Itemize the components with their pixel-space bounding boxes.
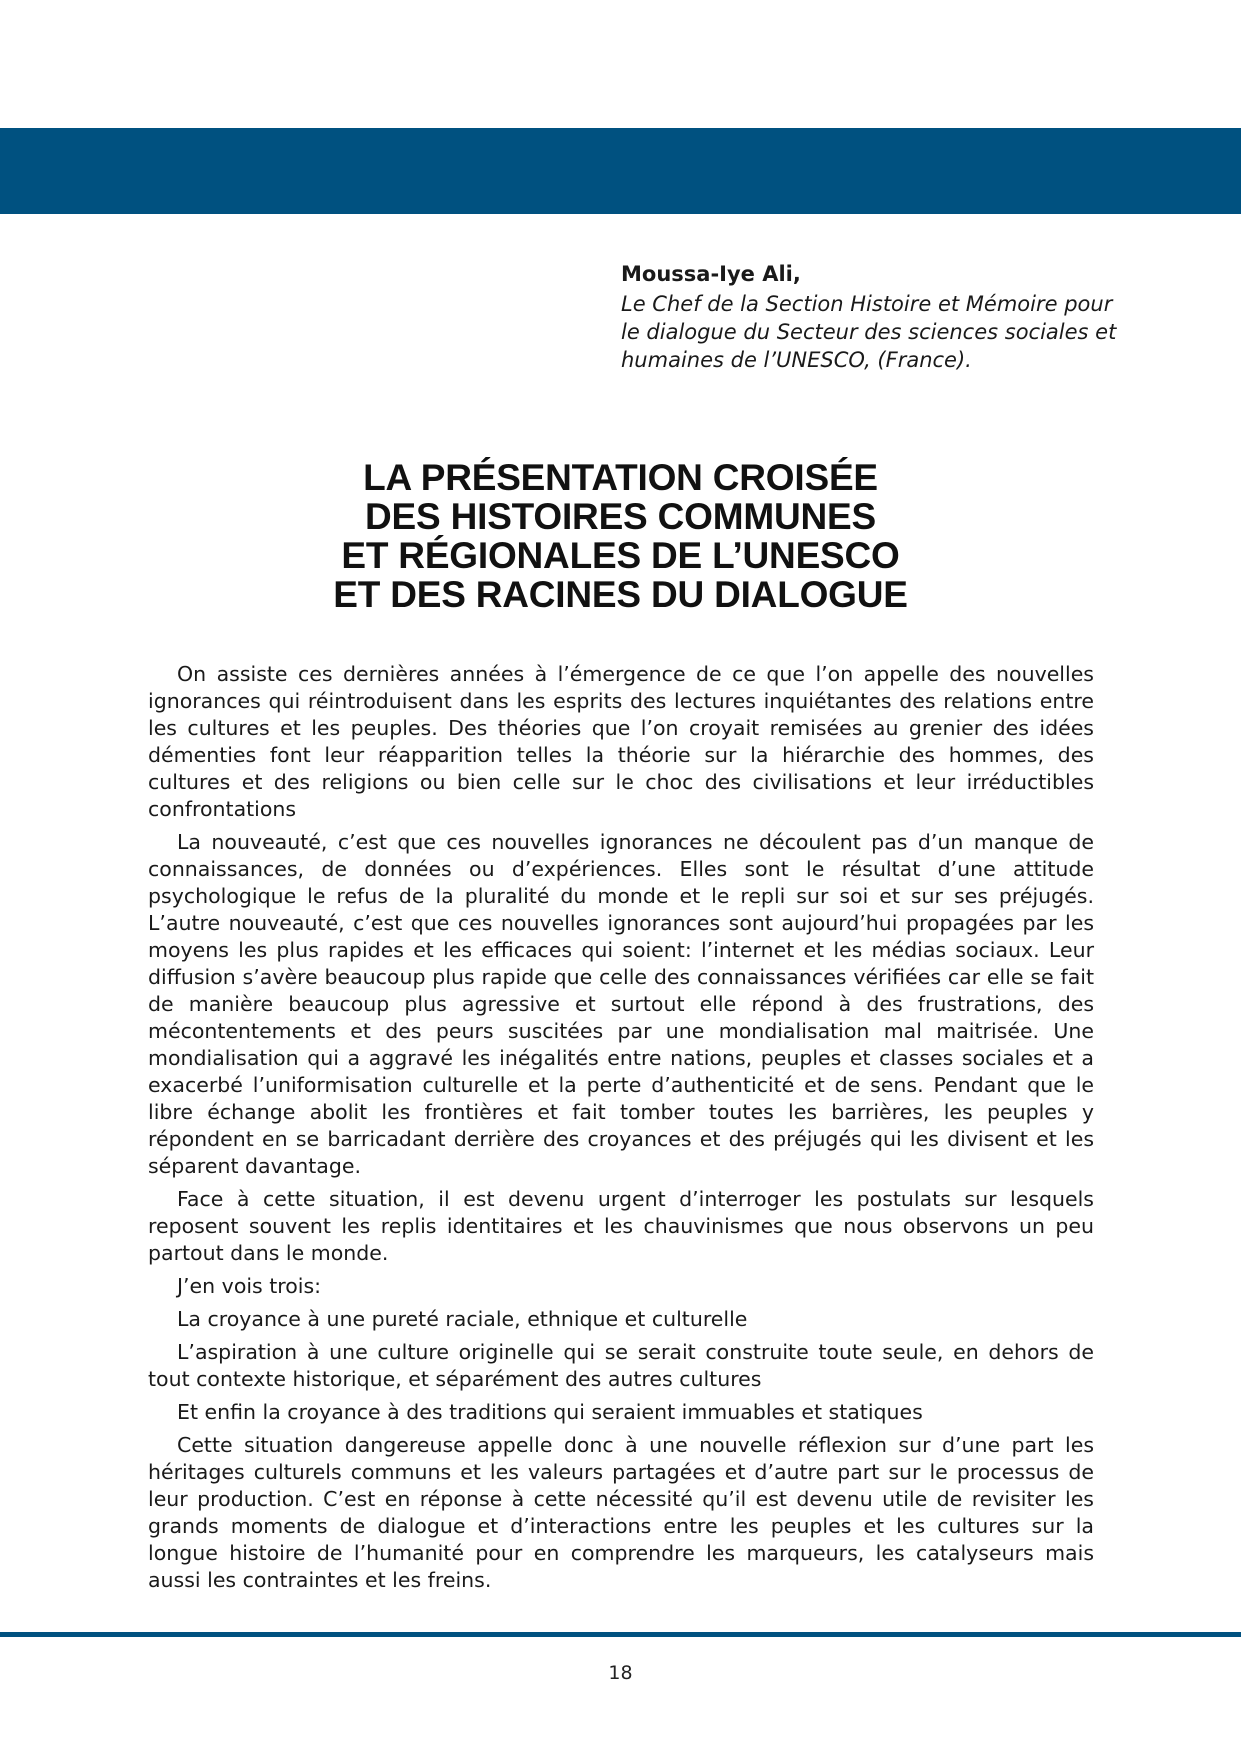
title-line: ET RÉGIONALES DE L’UNESCO xyxy=(341,535,900,576)
author-role-line: Le Chef de la Section Histoire et Mémoire pour xyxy=(621,292,1113,316)
paragraph: Et enfin la croyance à des traditions qui seraient immuables et statiques xyxy=(177,1400,923,1424)
title-line: ET DES RACINES DU DIALOGUE xyxy=(333,574,908,615)
paragraph: La croyance à une pureté raciale, ethnique et culturelle xyxy=(177,1307,748,1331)
article-body xyxy=(148,661,1094,1600)
paragraph: L’aspiration à une culture originelle qui se serait construite toute seule, en dehors de tout contexte historique, et séparément des autres cultures xyxy=(148,1340,1094,1391)
paragraph: On assiste ces dernières années à l’émergence de ce que l’on appelle des nouvelles ignorances qui réintroduisent dans les esprits des lectures inquiétantes des relations entre les cultures et les peuples. Des théories que l’on croyait remisées au grenier des idées démenties font leur réapparition telles la théorie sur la hiérarchie des hommes, des cultures et des religions ou bien celle sur le choc des civilisations et leur irréductibles confrontations xyxy=(148,662,1094,821)
title-line: LA PRÉSENTATION CROISÉE xyxy=(363,457,878,498)
paragraph: La nouveauté, c’est que ces nouvelles ignorances ne découlent pas d’un manque de connaissances, de données ou d’expériences. Elles sont le résultat d’une attitude psychologique le refus de la pluralité du monde et le repli sur soi et sur ses préjugés. L’autre nouveauté, c’est que ces nouvelles ignorances sont aujourd’hui propagées par les moyens les plus rapides et les efficaces qui soient: l’internet et les médias sociaux. Leur diffusion s’avère beaucoup plus rapide que celle des connaissances vérifiées car elle se fait de manière beaucoup plus agressive et surtout elle répond à des frustrations, des mécontentements et des peurs suscitées par une mondialisation mal maitrisée. Une mondialisation qui a aggravé les inégalités entre nations, peuples et classes sociales et a exacerbé l’uniformisation culturelle et la perte d’authenticité et de sens. Pendant que le libre échange abolit les frontières et fait tomber toutes les barrières, les peuples y répondent en se barricadant derrière des croyances et des préjugés qui les divisent et les séparent davantage. xyxy=(148,830,1094,1178)
author-role xyxy=(621,290,1121,374)
author-role-line: humaines de l’UNESCO, (France). xyxy=(621,348,972,372)
author-role-line: le dialogue du Secteur des sciences sociales et xyxy=(621,320,1117,344)
page-number: 18 xyxy=(608,1662,633,1684)
paragraph: Face à cette situation, il est devenu urgent d’interroger les postulats sur lesquels reposent souvent les replis identitaires et les chauvinismes que nous observons un peu partout dans le monde. xyxy=(148,1187,1094,1265)
paragraph: Cette situation dangereuse appelle donc à une nouvelle réflexion sur d’une part les héritages culturels communs et les valeurs partagées et d’autre part sur le processus de leur production. C’est en réponse à cette nécessité qu’il est devenu utile de revisiter les grands moments de dialogue et d’interactions entre les peuples et les cultures sur la longue histoire de l’humanité pour en comprendre les marqueurs, les catalyseurs mais aussi les contraintes et les freins. xyxy=(148,1433,1094,1592)
article-title xyxy=(200,458,1041,614)
footer-rule xyxy=(0,1632,1241,1637)
header-band xyxy=(0,128,1241,214)
author-name: Moussa-Iye Ali, xyxy=(621,262,801,286)
title-line: DES HISTOIRES COMMUNES xyxy=(365,496,876,537)
paragraph: J’en vois trois: xyxy=(177,1274,322,1298)
author-block xyxy=(621,260,1121,374)
